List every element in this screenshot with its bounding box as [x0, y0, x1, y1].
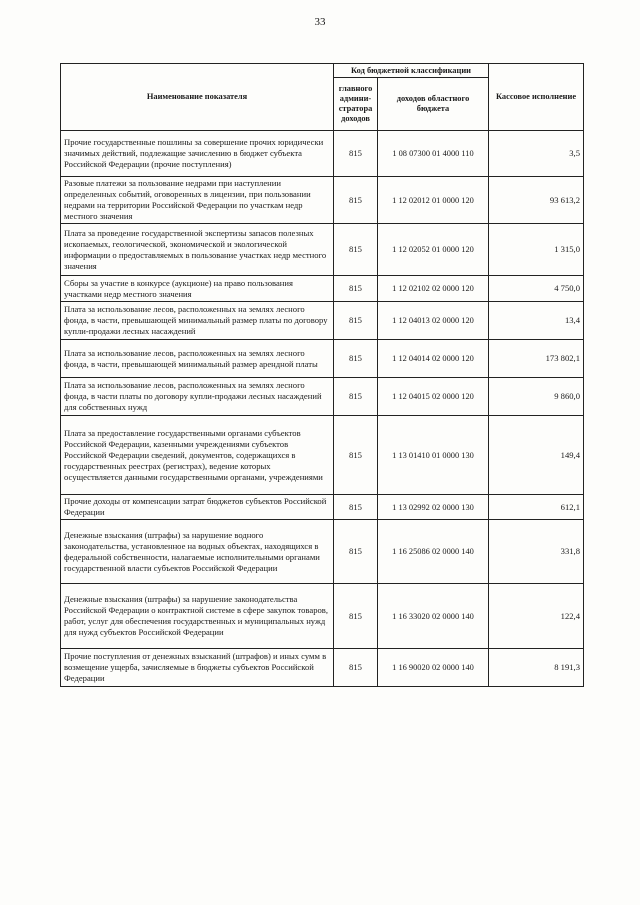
administrator-code-cell: 815 [334, 520, 378, 584]
revenue-table [60, 63, 584, 687]
header-regional-budget-revenue-code: доходов областного бюджета [378, 78, 489, 131]
indicator-name-cell: Прочие доходы от компенсации затрат бюджетов субъектов Российской Федерации [61, 495, 334, 520]
header-indicator-name: Наименование показателя [61, 64, 334, 131]
revenue-code-cell: 1 16 90020 02 0000 140 [378, 649, 489, 687]
amount-cell: 331,8 [489, 520, 584, 584]
administrator-code-cell: 815 [334, 302, 378, 340]
amount-cell: 1 315,0 [489, 224, 584, 276]
indicator-name-cell: Плата за использование лесов, расположенных на землях лесного фонда, в части, превышающей минимальный размер арендной платы [61, 340, 334, 378]
table-row [61, 276, 584, 302]
table-row [61, 378, 584, 416]
amount-cell: 8 191,3 [489, 649, 584, 687]
amount-cell: 3,5 [489, 131, 584, 177]
amount-cell: 9 860,0 [489, 378, 584, 416]
header-cash-execution: Кассовое исполнение [489, 64, 584, 131]
indicator-name-cell: Плата за использование лесов, расположенных на землях лесного фонда, в части, превышающей минимальный размер платы по договору купли-продажи лесных насаждений [61, 302, 334, 340]
revenue-code-cell: 1 16 33020 02 0000 140 [378, 584, 489, 649]
table-row [61, 340, 584, 378]
administrator-code-cell: 815 [334, 378, 378, 416]
amount-cell: 612,1 [489, 495, 584, 520]
administrator-code-cell: 815 [334, 495, 378, 520]
header-chief-administrator: главного админи-стратора доходов [334, 78, 378, 131]
revenue-code-cell: 1 13 01410 01 0000 130 [378, 416, 489, 495]
indicator-name-cell: Прочие поступления от денежных взысканий (штрафов) и иных сумм в возмещение ущерба, зачисляемые в бюджеты субъектов Российской Федерации [61, 649, 334, 687]
header-budget-classification-code: Код бюджетной классификации [334, 64, 489, 78]
amount-cell: 173 802,1 [489, 340, 584, 378]
amount-cell: 13,4 [489, 302, 584, 340]
revenue-code-cell: 1 12 04013 02 0000 120 [378, 302, 489, 340]
indicator-name-cell: Денежные взыскания (штрафы) за нарушение законодательства Российской Федерации о контрактной системе в сфере закупок товаров, работ, услуг для обеспечения государственных и муниципальных нужд для нужд субъектов Российской Федерации [61, 584, 334, 649]
revenue-code-cell: 1 12 02012 01 0000 120 [378, 177, 489, 224]
administrator-code-cell: 815 [334, 416, 378, 495]
amount-cell: 149,4 [489, 416, 584, 495]
administrator-code-cell: 815 [334, 340, 378, 378]
revenue-code-cell: 1 12 02052 01 0000 120 [378, 224, 489, 276]
revenue-code-cell: 1 12 04015 02 0000 120 [378, 378, 489, 416]
indicator-name-cell: Разовые платежи за пользование недрами при наступлении определенных событий, оговоренных в лицензии, при пользовании недрами на территории Российской Федерации по участкам недр местного значения [61, 177, 334, 224]
table-row [61, 649, 584, 687]
table-row [61, 177, 584, 224]
administrator-code-cell: 815 [334, 584, 378, 649]
indicator-name-cell: Плата за использование лесов, расположенных на землях лесного фонда, в части платы по договору купли-продажи лесных насаждений для собственных нужд [61, 378, 334, 416]
indicator-name-cell: Плата за предоставление государственными органами субъектов Российской Федерации, казенными учреждениями субъектов Российской Федерации сведений, документов, содержащихся в государственных реестрах (регистрах), ведение которых осуществляется данными государственными органами, учреждениями [61, 416, 334, 495]
administrator-code-cell: 815 [334, 131, 378, 177]
table-row [61, 520, 584, 584]
administrator-code-cell: 815 [334, 649, 378, 687]
indicator-name-cell: Денежные взыскания (штрафы) за нарушение водного законодательства, установленное на водных объектах, находящихся в федеральной собственности, налагаемые исполнительными органами государственной власти субъектов Российской Федерации [61, 520, 334, 584]
table-row [61, 224, 584, 276]
table-body [61, 131, 584, 687]
revenue-code-cell: 1 08 07300 01 4000 110 [378, 131, 489, 177]
revenue-code-cell: 1 16 25086 02 0000 140 [378, 520, 489, 584]
indicator-name-cell: Сборы за участие в конкурсе (аукционе) на право пользования участками недр местного значения [61, 276, 334, 302]
amount-cell: 122,4 [489, 584, 584, 649]
amount-cell: 93 613,2 [489, 177, 584, 224]
administrator-code-cell: 815 [334, 177, 378, 224]
table-row [61, 495, 584, 520]
administrator-code-cell: 815 [334, 276, 378, 302]
page-number: 33 [314, 16, 326, 28]
indicator-name-cell: Плата за проведение государственной экспертизы запасов полезных ископаемых, геологической, экономической и экологической информации о предоставляемых в пользование участках недр местного значения [61, 224, 334, 276]
revenue-code-cell: 1 12 04014 02 0000 120 [378, 340, 489, 378]
table-row [61, 416, 584, 495]
table-row [61, 584, 584, 649]
revenue-code-cell: 1 12 02102 02 0000 120 [378, 276, 489, 302]
administrator-code-cell: 815 [334, 224, 378, 276]
revenue-code-cell: 1 13 02992 02 0000 130 [378, 495, 489, 520]
table-row [61, 302, 584, 340]
amount-cell: 4 750,0 [489, 276, 584, 302]
indicator-name-cell: Прочие государственные пошлины за совершение прочих юридически значимых действий, подлежащие зачислению в бюджет субъекта Российской Федерации (прочие поступления) [61, 131, 334, 177]
table-row [61, 131, 584, 177]
